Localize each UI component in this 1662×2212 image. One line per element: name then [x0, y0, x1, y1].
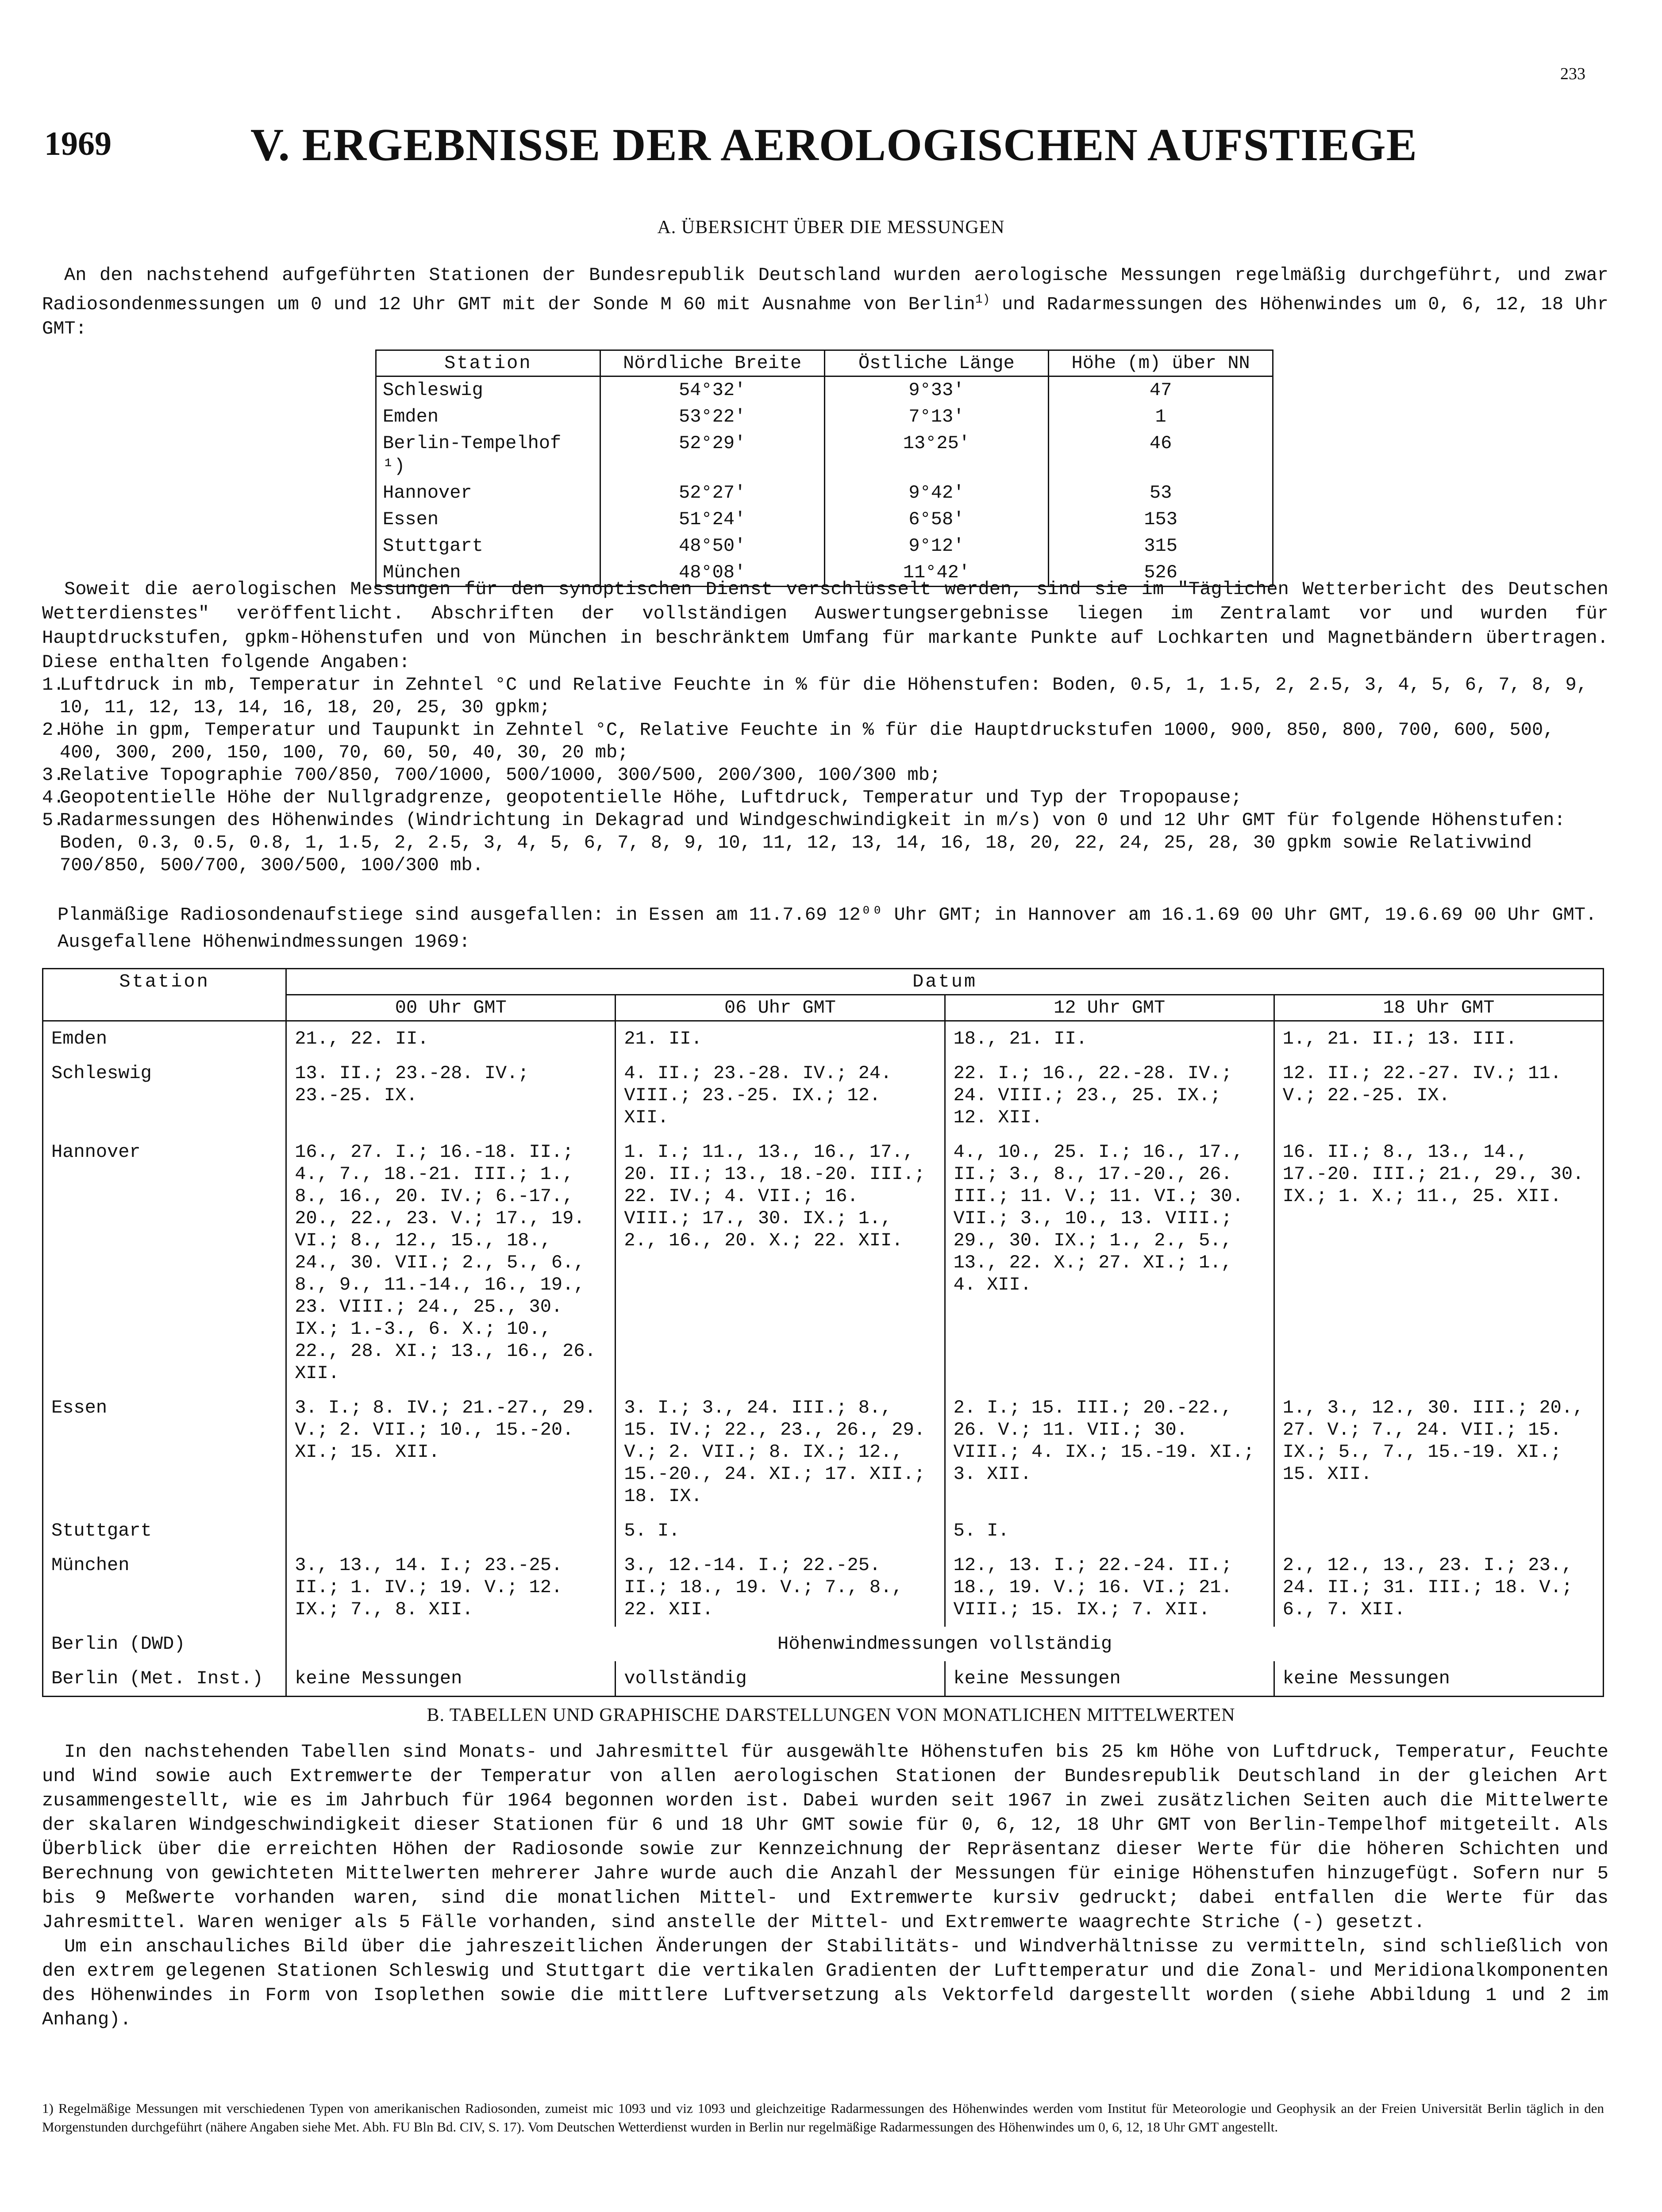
para2-text: Soweit die aerologischen Messungen für den synoptischen Dienst verschlüsselt werden, sind sie im "Täglichen Wetterbericht des Deutschen Wetterdienstes" veröffentlicht. Abschriften der vollständigen Auswertungsergebnisse liegen im Zentralamt vor und wurden für Hauptdruckstufen, gpkm-Höhenstufen und von München in beschränktem Umfang für markante Punkte auf Lochkarten und Magnetbändern übertragen. Diese enthalten folgende Angaben:	[42, 579, 1608, 673]
station-name: Stuttgart	[376, 533, 600, 559]
section-b-para1: In den nachstehenden Tabellen sind Monats- und Jahresmittel für ausgewählte Höhenstufen bis 25 km Höhe von Luftdruck, Temperatur, Feuchte und Wind sowie auch Extremwerte der Temperatur von allen aerologischen Stationen der Bundesrepublik Deutschland in der gleichen Art zusammengestellt, wie es im Jahrbuch für 1964 begonnen worden ist. Dabei wurden seit 1967 in zwei zusätzlichen Seiten auch die Mittelwerte der skalaren Windgeschwindigkeit dieser Stationen für 6 und 18 Uhr GMT sowie für 0, 6, 12, 18 Uhr GMT von Berlin-Tempelhof mitgeteilt. Als Überblick über die erreichten Höhen der Radiosonde sowie zur Kennzeichnung der Repräsentanz dieser Werte für die höheren Schichten und Berechnung von gewichteten Mittelwerten mehrerer Jahre wurde auch die Anzahl der Messungen für einige Höhenstufen hinzugefügt. Sofern nur 5 bis 9 Meßwerte vorhanden waren, sind die monatlichen Mittel- und Extremwerte kursiv gedruckt; dabei entfallen die Werte für das Jahresmittel. Waren weniger als 5 Fälle vorhanden, sind anstelle der Mittel- und Extremwerte waagrechte Striche (-) gesetzt.	[42, 1741, 1608, 1933]
station-name: Hannover	[43, 1135, 286, 1390]
table-row	[376, 430, 1273, 480]
cell-00	[286, 1513, 616, 1548]
station-name: Berlin-Tempelhof ¹)	[376, 430, 600, 480]
header-altitude: Höhe (m) über NN	[1049, 350, 1273, 376]
longitude: 13°25'	[824, 430, 1049, 480]
cell-06: 1. I.; 11., 13., 16., 17., 20. II.; 13., 18.-20. III.; 22. IV.; 4. VII.; 16. VIII.; 17., 30. IX.; 1., 2., 16., 20. X.; 22. XII.	[616, 1135, 945, 1390]
longitude: 9°42'	[824, 480, 1049, 506]
list-text: Luftdruck in mb, Temperatur in Zehntel °C und Relative Feuchte in % für die Höhenstufen: Boden, 0.5, 1, 1.5, 2, 2.5, 3, 4, 5, 6, 7, 8, 9, 10, 11, 12, 13, 14, 16, 18, 20, 25, 30 gpkm;	[60, 674, 1588, 718]
cell-12: 5. I.	[945, 1513, 1274, 1548]
longitude: 7°13'	[824, 403, 1049, 430]
cell-06: 21. II.	[616, 1021, 945, 1056]
cell-18	[1274, 1513, 1603, 1548]
station-name: Schleswig	[43, 1056, 286, 1135]
list-item	[42, 719, 1608, 764]
cell-00: 3., 13., 14. I.; 23.-25. II.; 1. IV.; 19. V.; 12. IX.; 7., 8. XII.	[286, 1548, 616, 1627]
cell-18: 16. II.; 8., 13., 14., 17.-20. III.; 21., 29., 30. IX.; 1. X.; 11., 25. XII.	[1274, 1135, 1603, 1390]
longitude: 9°33'	[824, 376, 1049, 404]
station-name: Berlin (Met. Inst.)	[43, 1661, 286, 1697]
header-station: Station	[43, 969, 286, 1021]
table-row	[43, 1021, 1604, 1056]
intro-text-pre: An den nachstehend aufgeführten Stationen der Bundesrepublik Deutschland wurden aerologische Messungen regelmäßig durchgeführt, und zwar Radiosondenmessungen um 0 und 12 Uhr GMT mit der Sonde M 60 mit Ausnahme von Berlin	[42, 265, 1608, 315]
list-item	[42, 674, 1608, 719]
table-row	[43, 1548, 1604, 1627]
station-table-header	[376, 350, 1273, 376]
longitude: 11°42'	[824, 559, 1049, 587]
cell-18: 1., 3., 12., 30. III.; 20., 27. V.; 7., 24. VII.; 15. IX.; 5., 7., 15.-19. XI.; 15. XII.	[1274, 1390, 1603, 1513]
table-row	[43, 1056, 1604, 1135]
altitude: 153	[1049, 506, 1273, 533]
table-row	[376, 480, 1273, 506]
station-name: München	[376, 559, 600, 587]
list-text: Relative Topographie 700/850, 700/1000, 500/1000, 300/500, 200/300, 100/300 mb;	[60, 764, 941, 786]
table-row	[43, 1390, 1604, 1513]
latitude: 48°50'	[600, 533, 824, 559]
table-row	[376, 506, 1273, 533]
station-name: Emden	[376, 403, 600, 430]
cell-00: keine Messungen	[286, 1661, 616, 1697]
station-table	[375, 349, 1273, 587]
wind-table-header-row	[43, 969, 1604, 995]
list-item	[42, 787, 1608, 809]
cell-18: keine Messungen	[1274, 1661, 1603, 1697]
table-row	[376, 403, 1273, 430]
station-name: Emden	[43, 1021, 286, 1056]
page-number: 233	[1560, 65, 1585, 83]
header-datum: Datum	[286, 969, 1604, 995]
header-12-gmt: 12 Uhr GMT	[945, 995, 1274, 1021]
list-number: 4.	[42, 787, 65, 808]
cell-00: 16., 27. I.; 16.-18. II.; 4., 7., 18.-21. III.; 1., 8., 16., 20. IV.; 6.-17., 20., 22., 23. V.; 17., 19. VI.; 8., 12., 15., 18., 24., 30. VII.; 2., 5., 6., 8., 9., 11.-14., 16., 19., 23. VIII.; 24., 25., 30. IX.; 1.-3., 6. X.; 10., 22., 28. XI.; 13., 16., 26. XII.	[286, 1135, 616, 1390]
list-number: 3.	[42, 764, 65, 786]
cell-06: vollständig	[616, 1661, 945, 1697]
cell-06: 3., 12.-14. I.; 22.-25. II.; 18., 19. V.; 7., 8., 22. XII.	[616, 1548, 945, 1627]
table-row	[376, 376, 1273, 404]
station-name: München	[43, 1548, 286, 1627]
altitude: 1	[1049, 403, 1273, 430]
altitude: 53	[1049, 480, 1273, 506]
list-text: Geopotentielle Höhe der Nullgradgrenze, geopotentielle Höhe, Luftdruck, Temperatur und Typ der Tropopause;	[60, 787, 1242, 808]
cell-18: 1., 21. II.; 13. III.	[1274, 1021, 1603, 1056]
intro-paragraph	[42, 263, 1608, 341]
cell-12: keine Messungen	[945, 1661, 1274, 1697]
radiosonde-line: Planmäßige Radiosondenaufstiege sind ausgefallen: in Essen am 11.7.69 12⁰⁰ Uhr GMT; in Hannover am 16.1.69 00 Uhr GMT, 19.6.69 00 Uhr GMT.	[58, 904, 1597, 926]
section-b-para2: Um ein anschauliches Bild über die jahreszeitlichen Änderungen der Stabilitäts- und Windverhältnisse zu vermitteln, sind schließlich von den extrem gelegenen Stationen Schleswig und Stuttgart die vertikalen Gradienten der Lufttemperatur und die Zonal- und Meridionalkomponenten des Höhenwindes in Form von Isoplethen sowie die mittlere Luftversetzung als Vektorfeld dargestellt worden (siehe Abbildung 1 und 2 im Anhang).	[42, 1936, 1608, 2030]
latitude: 51°24'	[600, 506, 824, 533]
cell-18: 2., 12., 13., 23. I.; 23., 24. II.; 31. III.; 18. V.; 6., 7. XII.	[1274, 1548, 1603, 1627]
latitude: 48°08'	[600, 559, 824, 587]
altitude: 46	[1049, 430, 1273, 480]
cell-12: 18., 21. II.	[945, 1021, 1274, 1056]
cell-12: 4., 10., 25. I.; 16., 17., II.; 3., 8., 17.-20., 26. III.; 11. V.; 11. VI.; 30. VII.; 3., 10., 13. VIII.; 29., 30. IX.; 1., 2., 5., 13., 22. X.; 27. XI.; 1., 4. XII.	[945, 1135, 1274, 1390]
list-text: Höhe in gpm, Temperatur und Taupunkt in Zehntel °C, Relative Feuchte in % für die Hauptdruckstufen 1000, 900, 850, 800, 700, 600, 500, 400, 300, 200, 150, 100, 70, 60, 50, 40, 30, 20 mb;	[60, 719, 1554, 763]
longitude: 6°58'	[824, 506, 1049, 533]
section-a-heading: A. ÜBERSICHT ÜBER DIE MESSUNGEN	[657, 217, 1005, 238]
header-06-gmt: 06 Uhr GMT	[616, 995, 945, 1021]
cell-00: 13. II.; 23.-28. IV.; 23.-25. IX.	[286, 1056, 616, 1135]
cell-12: 2. I.; 15. III.; 20.-22., 26. V.; 11. VII.; 30. VIII.; 4. IX.; 15.-19. XI.; 3. XII.	[945, 1390, 1274, 1513]
berlin-dwd-status: Höhenwindmessungen vollständig	[286, 1627, 1604, 1661]
list-number: 5.	[42, 810, 65, 831]
list-number: 1.	[42, 674, 65, 695]
cell-12: 22. I.; 16., 22.-28. IV.; 24. VIII.; 23., 25. IX.; 12. XII.	[945, 1056, 1274, 1135]
list-item	[42, 809, 1608, 877]
cell-06: 4. II.; 23.-28. IV.; 24. VIII.; 23.-25. IX.; 12. XII.	[616, 1056, 945, 1135]
intro-text-post: und Radarmessungen des Höhenwindes um 0, 6, 12, 18 Uhr GMT:	[42, 294, 1608, 339]
wind-failures-title: Ausgefallene Höhenwindmessungen 1969:	[58, 931, 470, 952]
station-name: Hannover	[376, 480, 600, 506]
station-name: Essen	[376, 506, 600, 533]
data-list	[42, 674, 1608, 877]
cell-06: 3. I.; 3., 24. III.; 8., 15. IV.; 22., 23., 26., 29. V.; 2. VII.; 8. IX.; 12., 15.-20., 24. XI.; 17. XII.; 18. IX.	[616, 1390, 945, 1513]
footnote-ref: 1)	[975, 293, 990, 307]
table-row	[43, 1627, 1604, 1661]
footnote: 1) Regelmäßige Messungen mit verschiedenen Typen von amerikanischen Radiosonden, zumeist mic 1093 und viz 1093 und gleichzeitige Radarmessungen des Höhenwindes werden vom Institut für Meteorologie und Geophysik an der Freien Universität Berlin täglich in den Morgenstunden durchgeführt (nähere Angaben siehe Met. Abh. FU Bln Bd. CIV, S. 17). Vom Deutschen Wetterdienst wurden in Berlin nur regelmäßige Radarmessungen des Höhenwindes um 0, 6, 12, 18 Uhr GMT angestellt.	[42, 2101, 1604, 2135]
cell-00: 21., 22. II.	[286, 1021, 616, 1056]
header-00-gmt: 00 Uhr GMT	[286, 995, 616, 1021]
wind-failures-table	[42, 968, 1604, 1697]
table-row	[43, 1661, 1604, 1697]
cell-00: 3. I.; 8. IV.; 21.-27., 29. V.; 2. VII.; 10., 15.-20. XI.; 15. XII.	[286, 1390, 616, 1513]
page-year: 1969	[44, 125, 112, 162]
station-name: Essen	[43, 1390, 286, 1513]
altitude: 526	[1049, 559, 1273, 587]
table-row	[43, 1513, 1604, 1548]
list-number: 2.	[42, 719, 65, 741]
table-row	[376, 533, 1273, 559]
section-b-heading: B. TABELLEN UND GRAPHISCHE DARSTELLUNGEN VON MONATLICHEN MITTELWERTEN	[427, 1705, 1235, 1725]
data-description-paragraph	[42, 577, 1608, 675]
latitude: 52°27'	[600, 480, 824, 506]
latitude: 52°29'	[600, 430, 824, 480]
cell-12: 12., 13. I.; 22.-24. II.; 18., 19. V.; 16. VI.; 21. VIII.; 15. IX.; 7. XII.	[945, 1548, 1274, 1627]
header-longitude: Östliche Länge	[824, 350, 1049, 376]
altitude: 315	[1049, 533, 1273, 559]
list-item	[42, 764, 1608, 787]
header-18-gmt: 18 Uhr GMT	[1274, 995, 1603, 1021]
cell-06: 5. I.	[616, 1513, 945, 1548]
header-station: Station	[376, 350, 600, 376]
table-row	[43, 1135, 1604, 1390]
header-latitude: Nördliche Breite	[600, 350, 824, 376]
station-name: Berlin (DWD)	[43, 1627, 286, 1661]
cell-18: 12. II.; 22.-27. IV.; 11. V.; 22.-25. IX.	[1274, 1056, 1603, 1135]
altitude: 47	[1049, 376, 1273, 404]
station-name: Stuttgart	[43, 1513, 286, 1548]
list-text: Radarmessungen des Höhenwindes (Windrichtung in Dekagrad und Windgeschwindigkeit in m/s) von 0 und 12 Uhr GMT für folgende Höhenstufen: Boden, 0.3, 0.5, 0.8, 1, 1.5, 2, 2.5, 3, 4, 5, 6, 7, 8, 9, 10, 11, 12, 13, 14, 16, 18, 20, 22, 24, 25, 28, 30 gpkm sowie Relativwind 700/850, 500/700, 300/500, 100/300 mb.	[60, 810, 1566, 876]
latitude: 54°32'	[600, 376, 824, 404]
page-title: V. ERGEBNISSE DER AEROLOGISCHEN AUFSTIEGE	[250, 119, 1417, 170]
latitude: 53°22'	[600, 403, 824, 430]
section-b-body	[42, 1740, 1608, 2032]
longitude: 9°12'	[824, 533, 1049, 559]
station-name: Schleswig	[376, 376, 600, 404]
